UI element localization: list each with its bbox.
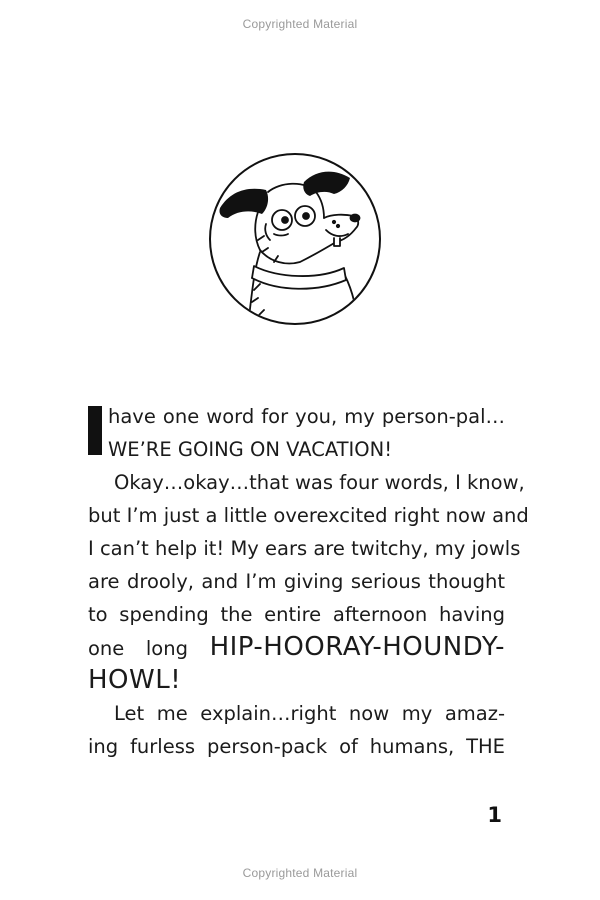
text-line: are drooly, and I’m giving serious thought (88, 570, 505, 593)
text-line (88, 631, 505, 664)
text-line: Let me explain…right now my amaz- (114, 702, 505, 725)
text-line: but I’m just a little overexcited right now and (88, 504, 529, 527)
shout-text: HIP-HOORAY-HOUNDY- (209, 632, 505, 662)
watermark-bottom: Copyrighted Material (242, 866, 358, 880)
page-number: 1 (487, 803, 502, 827)
text-line: have one word for you, my person-pal… (108, 405, 505, 428)
text-line: WE’RE GOING ON VACATION! (108, 438, 393, 461)
shout-text-end: HOWL! (88, 665, 182, 695)
dog-portrait-icon (208, 152, 382, 326)
text-line: to spending the entire afternoon having (88, 603, 505, 626)
text-line: Okay…okay…that was four words, I know, (114, 471, 525, 494)
text-fragment: one long (88, 637, 188, 660)
body-text (88, 400, 529, 763)
watermark-top: Copyrighted Material (242, 17, 358, 31)
text-line: I can’t help it! My ears are twitchy, my jowls (88, 537, 521, 560)
text-line: ing furless person-pack of humans, THE (88, 735, 505, 758)
